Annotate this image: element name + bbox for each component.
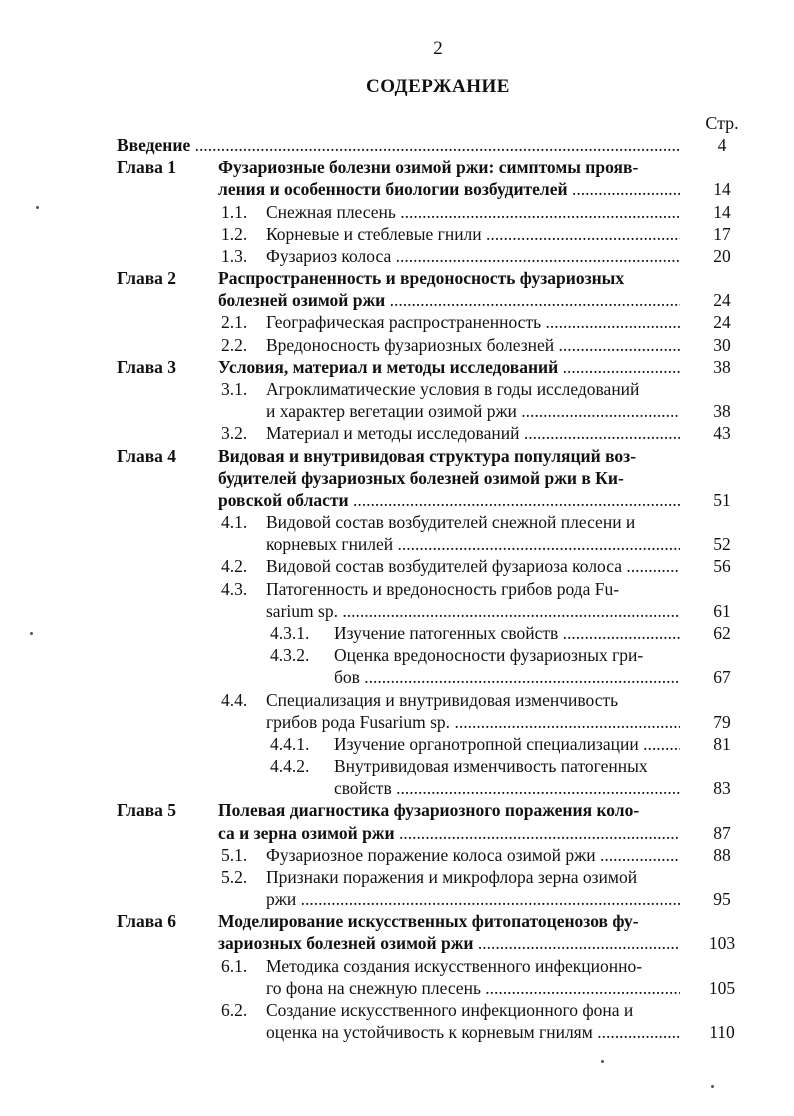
toc-page-number: 52 xyxy=(713,534,731,555)
toc-chapter-label: Глава 3 xyxy=(117,356,177,377)
toc-section-number: 1.2. xyxy=(221,223,248,244)
scan-speck xyxy=(36,206,39,209)
toc-row xyxy=(0,844,794,866)
toc-section-number: 4.4.2. xyxy=(270,756,310,777)
toc-entry-title: Агроклиматические условия в годы исследований xyxy=(266,378,640,399)
toc-section-number: 1.1. xyxy=(221,201,248,222)
toc-page-number: 43 xyxy=(713,423,731,444)
toc-entry-title: Фузариоз колоса ..... xyxy=(266,245,680,267)
toc-entry-title: будителей фузариозных болезней озимой ржи в Ки- xyxy=(218,467,624,488)
toc-entry-title: и характер вегетации озимой ржи ..... xyxy=(266,400,680,422)
toc-page-number: 51 xyxy=(713,489,731,510)
toc-entry-title: го фона на снежную плесень ..... xyxy=(266,977,680,999)
toc-row xyxy=(0,932,794,954)
toc-entry-title: sarium sp. ..... xyxy=(266,600,680,622)
toc-row xyxy=(0,245,794,267)
toc-page-number: 67 xyxy=(713,667,731,688)
toc-entry-title: са и зерна озимой ржи ..... xyxy=(218,822,680,844)
toc-row xyxy=(0,666,794,688)
toc-entry-title: Видовая и внутривидовая структура популяций воз- xyxy=(218,445,637,466)
toc-entry-title: Методика создания искусственного инфекционно- xyxy=(266,955,643,976)
toc-entry-title: Фузариозное поражение колоса озимой ржи ..... xyxy=(266,844,680,866)
toc-row xyxy=(0,289,794,311)
toc-row xyxy=(0,356,794,378)
toc-section-number: 4.4. xyxy=(221,689,248,710)
toc-page-number: 20 xyxy=(713,245,731,266)
toc-page-number: 4 xyxy=(717,135,727,155)
toc-page-number: 38 xyxy=(713,356,731,377)
toc-row xyxy=(0,910,794,932)
toc-chapter-label: Глава 6 xyxy=(117,911,177,932)
toc-row xyxy=(0,400,794,422)
toc-row xyxy=(0,533,794,555)
page-title: СОДЕРЖАНИЕ xyxy=(366,76,510,97)
toc-row xyxy=(0,866,794,888)
toc-row xyxy=(0,489,794,511)
toc-entry-title: Патогенность и вредоносность грибов рода Fu- xyxy=(266,578,620,599)
toc-entry-title: свойств ..... xyxy=(334,777,680,799)
toc-section-number: 6.2. xyxy=(221,1000,248,1021)
toc-entry-title: ржи ..... xyxy=(266,888,680,910)
toc-chapter-label: Глава 4 xyxy=(117,445,177,466)
toc-entry-title: Материал и методы исследований ..... xyxy=(266,422,680,444)
toc-entry-title: ровской области ..... xyxy=(218,489,680,511)
toc-row xyxy=(0,445,794,467)
toc-row xyxy=(0,134,794,156)
toc-entry-title: Моделирование искусственных фитопатоценозов фу- xyxy=(218,911,639,932)
toc-section-number: 4.3. xyxy=(221,578,248,599)
toc-section-number: 3.1. xyxy=(221,378,248,399)
toc-entry-title: Распространенность и вредоносность фузариозных xyxy=(218,268,625,289)
toc-page-number: 110 xyxy=(709,1022,735,1043)
toc-row xyxy=(0,223,794,245)
toc-page-number: 24 xyxy=(713,312,731,333)
toc-row xyxy=(0,311,794,333)
toc-row xyxy=(0,334,794,356)
toc-page-number: 103 xyxy=(708,933,736,954)
toc-page-number: 62 xyxy=(713,622,731,643)
toc-row xyxy=(0,201,794,223)
toc-entry-title: корневых гнилей ..... xyxy=(266,533,680,555)
toc-page-number: 14 xyxy=(713,201,731,222)
toc-entry-title: болезней озимой ржи ..... xyxy=(218,289,680,311)
toc-row xyxy=(0,1021,794,1043)
toc-row xyxy=(0,999,794,1021)
toc-entry-title: Полевая диагностика фузариозного поражения коло- xyxy=(218,800,640,821)
toc-entry-title: Условия, материал и методы исследований ..... xyxy=(218,356,680,378)
toc-page-number: 14 xyxy=(713,179,731,200)
toc-section-number: 2.1. xyxy=(221,312,248,333)
toc-entry-title: Географическая распространенность ..... xyxy=(266,311,680,333)
toc-page-number: 56 xyxy=(713,556,731,577)
scan-speck xyxy=(30,632,33,635)
page-column-header: Стр. xyxy=(705,113,739,133)
toc-entry-title: зариозных болезней озимой ржи ..... xyxy=(218,932,680,954)
toc-entry-title: Оценка вредоносности фузариозных гри- xyxy=(334,645,644,666)
toc-section-number: 3.2. xyxy=(221,423,248,444)
toc-entry-title: Фузариозные болезни озимой ржи: симптомы прояв- xyxy=(218,157,639,178)
toc-section-number: 6.1. xyxy=(221,955,248,976)
toc-entry-title: Корневые и стеблевые гнили ..... xyxy=(266,223,680,245)
toc-row xyxy=(0,622,794,644)
toc-row xyxy=(0,689,794,711)
toc-entry-title: оценка на устойчивость к корневым гнилям ..... xyxy=(266,1021,680,1043)
toc-entry-title: ления и особенности биологии возбудителей ..... xyxy=(218,178,680,200)
toc-page-number: 87 xyxy=(713,822,731,843)
toc-entry-title: Создание искусственного инфекционного фона и xyxy=(266,1000,634,1021)
toc-page-number: 61 xyxy=(713,600,731,621)
page-number: 2 xyxy=(433,38,443,59)
toc-entry-title: Видовой состав возбудителей фузариоза колоса ..... xyxy=(266,555,680,577)
toc-section-number: 1.3. xyxy=(221,245,248,266)
toc-entry-title: Введение ..... xyxy=(117,134,680,156)
toc-chapter-label: Глава 1 xyxy=(117,157,177,178)
toc-page-number: 24 xyxy=(713,290,731,311)
toc-entry-title: Внутривидовая изменчивость патогенных xyxy=(334,756,648,777)
toc-page-number: 81 xyxy=(713,733,731,754)
toc-row xyxy=(0,422,794,444)
toc-chapter-label: Глава 5 xyxy=(117,800,177,821)
scan-speck xyxy=(601,1060,604,1063)
toc-row xyxy=(0,578,794,600)
toc-entry-title: Специализация и внутривидовая изменчивость xyxy=(266,689,619,710)
toc-entry-title: Признаки поражения и микрофлора зерна озимой xyxy=(266,866,638,887)
toc-chapter-label: Глава 2 xyxy=(117,268,177,289)
toc-section-number: 4.3.2. xyxy=(270,645,310,666)
toc-row xyxy=(0,955,794,977)
toc-row xyxy=(0,644,794,666)
toc-page-number: 79 xyxy=(713,711,731,732)
toc-row xyxy=(0,511,794,533)
toc-page-number: 88 xyxy=(713,844,731,865)
toc-entry-title: Изучение органотропной специализации ..... xyxy=(334,733,680,755)
toc-section-number: 4.2. xyxy=(221,556,248,577)
toc-entry-title: Вредоносность фузариозных болезней ..... xyxy=(266,334,680,356)
toc-row xyxy=(0,267,794,289)
toc-page-number: 95 xyxy=(713,889,731,910)
toc-row xyxy=(0,799,794,821)
toc-row xyxy=(0,378,794,400)
toc-page-number: 38 xyxy=(713,401,731,422)
toc-row xyxy=(0,777,794,799)
toc-entry-title: Видовой состав возбудителей снежной плесени и xyxy=(266,512,636,533)
toc-row xyxy=(0,555,794,577)
toc-row xyxy=(0,733,794,755)
toc-section-number: 5.2. xyxy=(221,866,248,887)
toc-page-number: 17 xyxy=(713,223,731,244)
toc-row xyxy=(0,755,794,777)
toc-entry-title: грибов рода Fusarium sp. ..... xyxy=(266,711,680,733)
toc-page-number: 105 xyxy=(708,977,736,998)
toc-row xyxy=(0,156,794,178)
toc-row xyxy=(0,600,794,622)
toc-section-number: 2.2. xyxy=(221,334,248,355)
toc-section-number: 4.3.1. xyxy=(270,622,310,643)
toc-section-number: 4.1. xyxy=(221,512,248,533)
toc-entry-title: бов ..... xyxy=(334,666,680,688)
toc-row xyxy=(0,467,794,489)
toc-row xyxy=(0,977,794,999)
toc-page-number: 83 xyxy=(713,778,731,799)
toc-row xyxy=(0,178,794,200)
toc-row xyxy=(0,888,794,910)
toc-row xyxy=(0,711,794,733)
toc-page-number: 30 xyxy=(713,334,731,355)
toc-entry-title: Изучение патогенных свойств ..... xyxy=(334,622,680,644)
scan-speck xyxy=(711,1085,714,1088)
toc-entry-title: Снежная плесень ..... xyxy=(266,201,680,223)
toc-section-number: 5.1. xyxy=(221,844,248,865)
toc-section-number: 4.4.1. xyxy=(270,733,310,754)
toc-row xyxy=(0,822,794,844)
